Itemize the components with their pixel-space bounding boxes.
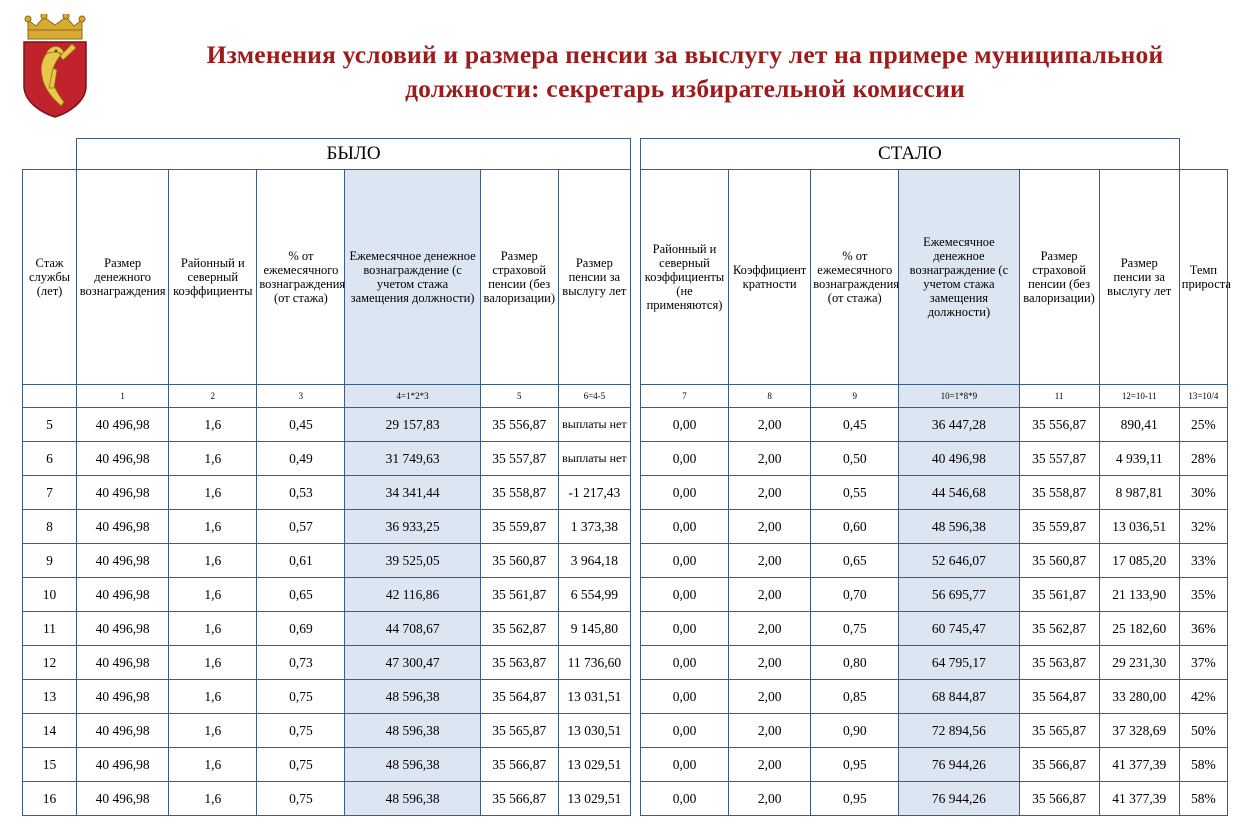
cell-stage: 13 [23, 680, 77, 714]
cell-month2: 40 496,98 [899, 442, 1019, 476]
spacer-cell [630, 646, 640, 680]
cell-month2: 52 646,07 [899, 544, 1019, 578]
table-row [23, 646, 1228, 680]
cell-strah: 35 566,87 [480, 782, 558, 816]
cell-pct2: 0,95 [811, 782, 899, 816]
cell-strah2: 35 564,87 [1019, 680, 1099, 714]
col-num-temp: 13=10/4 [1179, 385, 1227, 408]
cell-money: 40 496,98 [77, 578, 169, 612]
comparison-table [22, 138, 1231, 816]
cell-strah2: 35 558,87 [1019, 476, 1099, 510]
cell-strah: 35 560,87 [480, 544, 558, 578]
spacer-cell [630, 170, 640, 385]
cell-month2: 48 596,38 [899, 510, 1019, 544]
cell-koef: 2,00 [729, 510, 811, 544]
cell-money: 40 496,98 [77, 748, 169, 782]
cell-pct2: 0,75 [811, 612, 899, 646]
cell-koef: 2,00 [729, 748, 811, 782]
col-header-pension: Размер пенсии за выслугу лет [558, 170, 630, 385]
spacer-cell [630, 578, 640, 612]
cell-pct2: 0,90 [811, 714, 899, 748]
cell-pens2: 890,41 [1099, 408, 1179, 442]
col-num-pens2: 12=10-11 [1099, 385, 1179, 408]
cell-monthly: 29 157,83 [345, 408, 480, 442]
table-row [23, 748, 1228, 782]
cell-month2: 64 795,17 [899, 646, 1019, 680]
cell-month2: 60 745,47 [899, 612, 1019, 646]
cell-stage: 7 [23, 476, 77, 510]
cell-money: 40 496,98 [77, 510, 169, 544]
cell-monthly: 48 596,38 [345, 782, 480, 816]
cell-temp: 35% [1179, 578, 1227, 612]
col-num-strah: 5 [480, 385, 558, 408]
group-header-before: БЫЛО [77, 139, 631, 170]
cell-temp: 42% [1179, 680, 1227, 714]
col-header-koef: Коэффициент кратности [729, 170, 811, 385]
cell-pension: 13 029,51 [558, 782, 630, 816]
cell-money: 40 496,98 [77, 442, 169, 476]
cell-pens2: 4 939,11 [1099, 442, 1179, 476]
cell-strah: 35 566,87 [480, 748, 558, 782]
cell-temp: 36% [1179, 612, 1227, 646]
cell-strah: 35 559,87 [480, 510, 558, 544]
coat-of-arms-icon [0, 10, 110, 118]
cell-monthly: 39 525,05 [345, 544, 480, 578]
cell-stage: 16 [23, 782, 77, 816]
col-num-koef: 8 [729, 385, 811, 408]
cell-strah2: 35 562,87 [1019, 612, 1099, 646]
cell-rayon: 1,6 [169, 714, 257, 748]
cell-money: 40 496,98 [77, 782, 169, 816]
cell-pension: выплаты нет [558, 408, 630, 442]
cell-rayon2: 0,00 [640, 408, 728, 442]
cell-rayon2: 0,00 [640, 476, 728, 510]
cell-strah: 35 564,87 [480, 680, 558, 714]
cell-pct: 0,49 [257, 442, 345, 476]
cell-koef: 2,00 [729, 408, 811, 442]
spacer-cell [630, 612, 640, 646]
cell-pct: 0,65 [257, 578, 345, 612]
cell-strah2: 35 566,87 [1019, 782, 1099, 816]
spacer-cell [630, 385, 640, 408]
col-header-pct2: % от ежемесячного вознаграждения (от стажа) [811, 170, 899, 385]
cell-money: 40 496,98 [77, 544, 169, 578]
col-num-month2: 10=1*8*9 [899, 385, 1019, 408]
col-header-pens2: Размер пенсии за выслугу лет [1099, 170, 1179, 385]
col-num-pension: 6=4-5 [558, 385, 630, 408]
col-num-rayon: 2 [169, 385, 257, 408]
cell-strah2: 35 556,87 [1019, 408, 1099, 442]
table-row [23, 544, 1228, 578]
spacer-cell [630, 139, 640, 170]
spacer-cell [630, 510, 640, 544]
table-row [23, 442, 1228, 476]
col-header-monthly: Ежемесячное денежное вознаграждение (с учетом стажа замещения должности) [345, 170, 480, 385]
cell-pct2: 0,85 [811, 680, 899, 714]
cell-rayon: 1,6 [169, 748, 257, 782]
cell-monthly: 34 341,44 [345, 476, 480, 510]
cell-rayon: 1,6 [169, 578, 257, 612]
cell-pens2: 33 280,00 [1099, 680, 1179, 714]
spacer-cell [630, 782, 640, 816]
cell-pens2: 41 377,39 [1099, 748, 1179, 782]
cell-month2: 68 844,87 [899, 680, 1019, 714]
spacer-cell [630, 442, 640, 476]
spacer-cell [630, 544, 640, 578]
cell-rayon2: 0,00 [640, 578, 728, 612]
cell-rayon: 1,6 [169, 646, 257, 680]
cell-koef: 2,00 [729, 612, 811, 646]
title-block [110, 10, 1250, 107]
cell-temp: 33% [1179, 544, 1227, 578]
cell-stage: 5 [23, 408, 77, 442]
spacer-cell [630, 408, 640, 442]
cell-temp: 58% [1179, 748, 1227, 782]
table-row [23, 510, 1228, 544]
cell-pct2: 0,55 [811, 476, 899, 510]
cell-strah2: 35 566,87 [1019, 748, 1099, 782]
cell-pct2: 0,60 [811, 510, 899, 544]
cell-temp: 32% [1179, 510, 1227, 544]
cell-money: 40 496,98 [77, 714, 169, 748]
cell-pct2: 0,50 [811, 442, 899, 476]
cell-month2: 56 695,77 [899, 578, 1019, 612]
spacer-cell [630, 748, 640, 782]
cell-monthly: 47 300,47 [345, 646, 480, 680]
spacer-cell [630, 680, 640, 714]
cell-rayon: 1,6 [169, 510, 257, 544]
cell-rayon2: 0,00 [640, 680, 728, 714]
col-header-rayon2: Районный и северный коэффициенты (не применяются) [640, 170, 728, 385]
cell-rayon2: 0,00 [640, 544, 728, 578]
cell-strah: 35 557,87 [480, 442, 558, 476]
cell-strah2: 35 565,87 [1019, 714, 1099, 748]
document-header [0, 0, 1250, 118]
cell-pens2: 8 987,81 [1099, 476, 1179, 510]
cell-stage: 9 [23, 544, 77, 578]
cell-pens2: 21 133,90 [1099, 578, 1179, 612]
col-header-rayon: Районный и северный коэффициенты [169, 170, 257, 385]
cell-stage: 15 [23, 748, 77, 782]
cell-monthly: 36 933,25 [345, 510, 480, 544]
cell-pct2: 0,65 [811, 544, 899, 578]
page-title: Изменения условий и размера пенсии за выслугу лет на примере муниципальной должности: секретарь избирательной комиссии [206, 40, 1164, 104]
cell-strah: 35 565,87 [480, 714, 558, 748]
cell-month2: 44 546,68 [899, 476, 1019, 510]
cell-stage: 10 [23, 578, 77, 612]
table-row [23, 782, 1228, 816]
col-header-month2: Ежемесячное денежное вознаграждение (с учетом стажа замещения должности) [899, 170, 1019, 385]
cell-stage: 6 [23, 442, 77, 476]
cell-temp: 25% [1179, 408, 1227, 442]
cell-money: 40 496,98 [77, 408, 169, 442]
col-num-strah2: 11 [1019, 385, 1099, 408]
cell-strah2: 35 563,87 [1019, 646, 1099, 680]
cell-rayon2: 0,00 [640, 748, 728, 782]
cell-strah: 35 562,87 [480, 612, 558, 646]
cell-rayon2: 0,00 [640, 510, 728, 544]
cell-koef: 2,00 [729, 544, 811, 578]
cell-monthly: 48 596,38 [345, 680, 480, 714]
cell-money: 40 496,98 [77, 476, 169, 510]
cell-month2: 36 447,28 [899, 408, 1019, 442]
cell-stage: 14 [23, 714, 77, 748]
cell-money: 40 496,98 [77, 680, 169, 714]
cell-strah: 35 556,87 [480, 408, 558, 442]
cell-pension: 6 554,99 [558, 578, 630, 612]
cell-month2: 72 894,56 [899, 714, 1019, 748]
cell-rayon2: 0,00 [640, 782, 728, 816]
col-header-money: Размер денежного вознаграждения [77, 170, 169, 385]
spacer-cell [23, 139, 77, 170]
cell-pens2: 25 182,60 [1099, 612, 1179, 646]
cell-rayon: 1,6 [169, 612, 257, 646]
cell-month2: 76 944,26 [899, 782, 1019, 816]
cell-rayon2: 0,00 [640, 612, 728, 646]
cell-pct: 0,73 [257, 646, 345, 680]
cell-strah: 35 558,87 [480, 476, 558, 510]
cell-pension: 13 031,51 [558, 680, 630, 714]
cell-pension: 13 029,51 [558, 748, 630, 782]
cell-pct2: 0,70 [811, 578, 899, 612]
cell-money: 40 496,98 [77, 646, 169, 680]
cell-pens2: 29 231,30 [1099, 646, 1179, 680]
col-header-strah: Размер страховой пенсии (без валоризации) [480, 170, 558, 385]
cell-strah: 35 563,87 [480, 646, 558, 680]
col-num-monthly: 4=1*2*3 [345, 385, 480, 408]
table-row [23, 612, 1228, 646]
cell-rayon: 1,6 [169, 782, 257, 816]
cell-pct: 0,45 [257, 408, 345, 442]
spacer-cell [1179, 139, 1227, 170]
cell-pct: 0,53 [257, 476, 345, 510]
cell-rayon: 1,6 [169, 442, 257, 476]
cell-pension: 9 145,80 [558, 612, 630, 646]
col-num-money: 1 [77, 385, 169, 408]
cell-strah2: 35 557,87 [1019, 442, 1099, 476]
cell-pens2: 13 036,51 [1099, 510, 1179, 544]
cell-rayon: 1,6 [169, 408, 257, 442]
group-header-row [23, 139, 1228, 170]
cell-koef: 2,00 [729, 578, 811, 612]
cell-pct: 0,75 [257, 748, 345, 782]
cell-temp: 30% [1179, 476, 1227, 510]
cell-pct: 0,75 [257, 714, 345, 748]
col-header-temp: Темп прироста [1179, 170, 1227, 385]
cell-temp: 50% [1179, 714, 1227, 748]
column-number-row [23, 385, 1228, 408]
cell-rayon: 1,6 [169, 544, 257, 578]
cell-pens2: 41 377,39 [1099, 782, 1179, 816]
col-num-pct: 3 [257, 385, 345, 408]
cell-koef: 2,00 [729, 442, 811, 476]
cell-rayon2: 0,00 [640, 646, 728, 680]
cell-strah2: 35 560,87 [1019, 544, 1099, 578]
table-row [23, 408, 1228, 442]
cell-month2: 76 944,26 [899, 748, 1019, 782]
cell-koef: 2,00 [729, 782, 811, 816]
cell-temp: 28% [1179, 442, 1227, 476]
cell-pension: 11 736,60 [558, 646, 630, 680]
cell-pension: 3 964,18 [558, 544, 630, 578]
group-header-after: СТАЛО [640, 139, 1179, 170]
cell-monthly: 44 708,67 [345, 612, 480, 646]
cell-koef: 2,00 [729, 476, 811, 510]
cell-stage: 12 [23, 646, 77, 680]
cell-rayon2: 0,00 [640, 714, 728, 748]
cell-rayon: 1,6 [169, 476, 257, 510]
cell-temp: 37% [1179, 646, 1227, 680]
cell-pension: -1 217,43 [558, 476, 630, 510]
cell-koef: 2,00 [729, 680, 811, 714]
col-header-stage: Стаж службы (лет) [23, 170, 77, 385]
cell-pct2: 0,95 [811, 748, 899, 782]
table-body [23, 408, 1228, 816]
cell-strah: 35 561,87 [480, 578, 558, 612]
cell-pension: 13 030,51 [558, 714, 630, 748]
comparison-table-container [22, 138, 1231, 816]
cell-strah2: 35 559,87 [1019, 510, 1099, 544]
table-row [23, 578, 1228, 612]
cell-monthly: 48 596,38 [345, 748, 480, 782]
col-num-rayon2: 7 [640, 385, 728, 408]
cell-stage: 8 [23, 510, 77, 544]
cell-pct2: 0,45 [811, 408, 899, 442]
cell-pct2: 0,80 [811, 646, 899, 680]
table-row [23, 714, 1228, 748]
table-row [23, 680, 1228, 714]
cell-temp: 58% [1179, 782, 1227, 816]
spacer-cell [630, 714, 640, 748]
table-row [23, 476, 1228, 510]
cell-pension: 1 373,38 [558, 510, 630, 544]
cell-rayon: 1,6 [169, 680, 257, 714]
cell-monthly: 31 749,63 [345, 442, 480, 476]
cell-pct: 0,75 [257, 680, 345, 714]
col-header-strah2: Размер страховой пенсии (без валоризации) [1019, 170, 1099, 385]
cell-rayon2: 0,00 [640, 442, 728, 476]
cell-pct: 0,57 [257, 510, 345, 544]
spacer-cell [630, 476, 640, 510]
cell-strah2: 35 561,87 [1019, 578, 1099, 612]
cell-pens2: 17 085,20 [1099, 544, 1179, 578]
col-num-stage [23, 385, 77, 408]
cell-pct: 0,69 [257, 612, 345, 646]
cell-pct: 0,75 [257, 782, 345, 816]
cell-stage: 11 [23, 612, 77, 646]
column-header-row [23, 170, 1228, 385]
cell-money: 40 496,98 [77, 612, 169, 646]
cell-pens2: 37 328,69 [1099, 714, 1179, 748]
col-header-pct: % от ежемесячного вознаграждения (от стажа) [257, 170, 345, 385]
cell-pct: 0,61 [257, 544, 345, 578]
cell-monthly: 42 116,86 [345, 578, 480, 612]
cell-pension: выплаты нет [558, 442, 630, 476]
cell-koef: 2,00 [729, 646, 811, 680]
col-num-pct2: 9 [811, 385, 899, 408]
cell-monthly: 48 596,38 [345, 714, 480, 748]
cell-koef: 2,00 [729, 714, 811, 748]
